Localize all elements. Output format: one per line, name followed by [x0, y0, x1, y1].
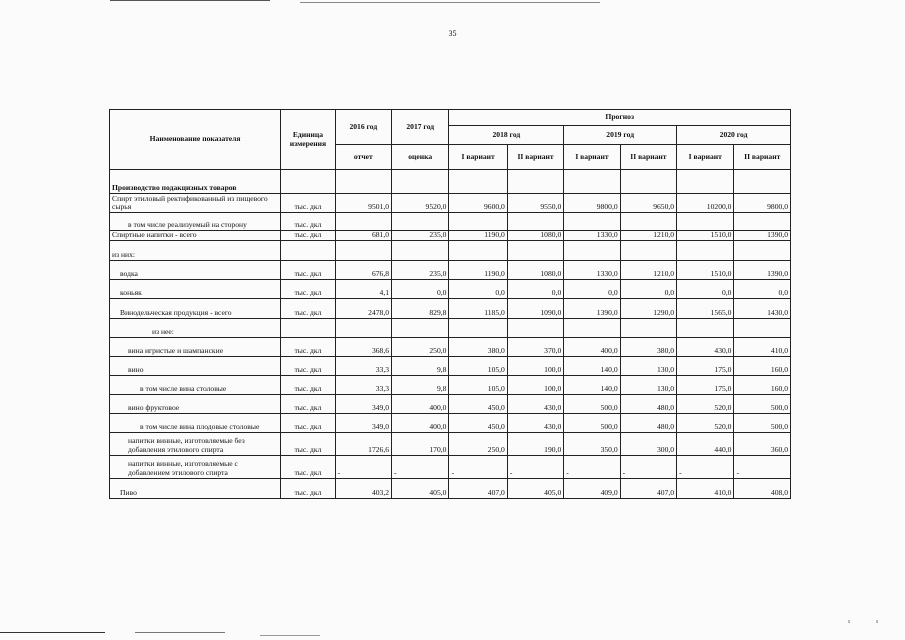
- row-label: в том числе вина столовые: [110, 375, 281, 394]
- row-value: [449, 318, 507, 337]
- row-unit: тыс. дкл: [281, 337, 335, 356]
- row-value: [677, 318, 734, 337]
- row-value: 500,0: [734, 413, 791, 432]
- forecast-table: [109, 109, 791, 499]
- table-row: [110, 356, 791, 375]
- row-label: Винодельческая продукция - всего: [110, 298, 281, 318]
- row-value: 9,8: [392, 356, 449, 375]
- row-value: 0,0: [564, 279, 620, 298]
- row-label: вино фруктовое: [110, 394, 281, 413]
- row-unit: тыс. дкл: [281, 298, 335, 318]
- row-value: -: [734, 455, 791, 478]
- row-value: 440,0: [677, 432, 734, 455]
- row-label: Спиртные напитки - всего: [110, 231, 281, 241]
- row-value: 430,0: [507, 413, 563, 432]
- row-label: из нее:: [110, 318, 281, 337]
- scan-mark: ¹: [876, 619, 879, 627]
- row-value: 1726,6: [335, 432, 391, 455]
- row-unit: тыс. дкл: [281, 413, 335, 432]
- row-value: 1510,0: [677, 231, 734, 241]
- table-row: [110, 194, 791, 213]
- row-unit: тыс. дкл: [281, 279, 335, 298]
- row-value: 1190,0: [449, 231, 507, 241]
- row-label: Спирт этиловый ректификованный из пищевого сырья: [110, 194, 281, 213]
- row-value: 105,0: [449, 356, 507, 375]
- table-row: [110, 413, 791, 432]
- scan-artifact-bottom-left: [0, 632, 105, 633]
- row-value: 349,0: [335, 413, 391, 432]
- row-value: 0,0: [392, 279, 449, 298]
- row-value: [677, 213, 734, 231]
- header-name: Наименование показателя: [110, 110, 281, 170]
- row-value: -: [620, 455, 676, 478]
- row-value: 350,0: [564, 432, 620, 455]
- row-value: 190,0: [507, 432, 563, 455]
- row-value: 410,0: [734, 337, 791, 356]
- row-value: -: [392, 455, 449, 478]
- row-value: [507, 240, 563, 260]
- row-label: из них:: [110, 240, 281, 260]
- subheader-report: отчет: [335, 145, 391, 170]
- row-label: Производство подакцизных товаров: [110, 170, 281, 194]
- row-value: [564, 240, 620, 260]
- subheader-estimate: оценка: [392, 145, 449, 170]
- row-value: [507, 170, 563, 194]
- header-2017: 2017 год: [392, 110, 449, 145]
- row-value: -: [449, 455, 507, 478]
- row-value: [564, 213, 620, 231]
- row-value: 400,0: [392, 413, 449, 432]
- row-value: [392, 240, 449, 260]
- row-value: 405,0: [392, 478, 449, 498]
- table-row: [110, 231, 791, 241]
- row-unit: [281, 170, 335, 194]
- table-row: [110, 337, 791, 356]
- row-label: напитки винные, изготовляемые с добавлением этилового спирта: [110, 455, 281, 478]
- row-value: 9800,0: [564, 194, 620, 213]
- table-row: [110, 394, 791, 413]
- row-value: 9550,0: [507, 194, 563, 213]
- row-value: [335, 170, 391, 194]
- row-value: 33,3: [335, 356, 391, 375]
- subheader-2020-v1: I вариант: [677, 145, 734, 170]
- row-value: 1190,0: [449, 260, 507, 279]
- row-value: 409,0: [564, 478, 620, 498]
- scan-mark: ¹: [848, 619, 851, 627]
- row-value: [335, 318, 391, 337]
- table-row: [110, 455, 791, 478]
- table-row: [110, 298, 791, 318]
- row-value: [677, 170, 734, 194]
- row-value: 370,0: [507, 337, 563, 356]
- table-row: [110, 318, 791, 337]
- row-value: 407,0: [620, 478, 676, 498]
- row-value: 9800,0: [734, 194, 791, 213]
- row-label: напитки винные, изготовляемые без добавления этилового спирта: [110, 432, 281, 455]
- row-value: 0,0: [677, 279, 734, 298]
- row-value: 100,0: [507, 375, 563, 394]
- row-value: 0,0: [507, 279, 563, 298]
- table-row: [110, 170, 791, 194]
- row-value: 175,0: [677, 356, 734, 375]
- row-unit: тыс. дкл: [281, 356, 335, 375]
- row-label: коньяк: [110, 279, 281, 298]
- row-value: 360,0: [734, 432, 791, 455]
- row-value: 9600,0: [449, 194, 507, 213]
- row-unit: [281, 240, 335, 260]
- row-value: 400,0: [564, 337, 620, 356]
- row-value: 1080,0: [507, 231, 563, 241]
- row-value: 250,0: [449, 432, 507, 455]
- row-unit: [281, 318, 335, 337]
- row-value: 1330,0: [564, 231, 620, 241]
- row-value: -: [335, 455, 391, 478]
- row-value: 300,0: [620, 432, 676, 455]
- row-unit: тыс. дкл: [281, 478, 335, 498]
- row-value: 520,0: [677, 413, 734, 432]
- row-value: -: [677, 455, 734, 478]
- row-value: 450,0: [449, 394, 507, 413]
- row-value: 4,1: [335, 279, 391, 298]
- row-value: 100,0: [507, 356, 563, 375]
- row-value: 1330,0: [564, 260, 620, 279]
- row-value: [507, 213, 563, 231]
- row-value: 33,3: [335, 375, 391, 394]
- table-row: [110, 375, 791, 394]
- row-value: [620, 318, 676, 337]
- row-value: 480,0: [620, 413, 676, 432]
- row-value: 250,0: [392, 337, 449, 356]
- row-value: [392, 318, 449, 337]
- subheader-2020-v2: II вариант: [734, 145, 791, 170]
- row-value: 368,6: [335, 337, 391, 356]
- row-value: 130,0: [620, 375, 676, 394]
- row-value: 235,0: [392, 260, 449, 279]
- row-value: 480,0: [620, 394, 676, 413]
- row-value: 410,0: [677, 478, 734, 498]
- row-value: 1210,0: [620, 260, 676, 279]
- row-value: [335, 213, 391, 231]
- row-value: [677, 240, 734, 260]
- row-value: [392, 213, 449, 231]
- row-unit: тыс. дкл: [281, 260, 335, 279]
- row-value: 1390,0: [564, 298, 620, 318]
- row-value: 1565,0: [677, 298, 734, 318]
- row-value: 1390,0: [734, 231, 791, 241]
- table-row: [110, 240, 791, 260]
- row-value: 430,0: [507, 394, 563, 413]
- row-value: 405,0: [507, 478, 563, 498]
- scan-artifact-top-left: [110, 0, 270, 1]
- row-value: 1090,0: [507, 298, 563, 318]
- row-value: [620, 213, 676, 231]
- row-value: 380,0: [620, 337, 676, 356]
- row-value: [449, 170, 507, 194]
- row-value: [620, 240, 676, 260]
- row-value: [734, 170, 791, 194]
- row-value: 403,2: [335, 478, 391, 498]
- row-value: 1510,0: [677, 260, 734, 279]
- row-value: 1210,0: [620, 231, 676, 241]
- row-value: 9501,0: [335, 194, 391, 213]
- header-2020: 2020 год: [677, 126, 791, 145]
- row-value: 2478,0: [335, 298, 391, 318]
- table-row: [110, 260, 791, 279]
- row-value: 500,0: [734, 394, 791, 413]
- row-value: 500,0: [564, 413, 620, 432]
- row-value: 175,0: [677, 375, 734, 394]
- page-number: 35: [448, 29, 457, 38]
- row-value: 235,0: [392, 231, 449, 241]
- subheader-2018-v1: I вариант: [449, 145, 507, 170]
- scan-artifact-bottom-mid: [135, 632, 225, 633]
- row-value: 500,0: [564, 394, 620, 413]
- table-body: [110, 170, 791, 499]
- row-unit: тыс. дкл: [281, 432, 335, 455]
- row-label: водка: [110, 260, 281, 279]
- row-value: 130,0: [620, 356, 676, 375]
- row-value: [564, 318, 620, 337]
- row-value: [564, 170, 620, 194]
- row-value: 9,8: [392, 375, 449, 394]
- subheader-2019-v2: II вариант: [620, 145, 676, 170]
- row-value: 829,8: [392, 298, 449, 318]
- table-row: [110, 432, 791, 455]
- row-unit: тыс. дкл: [281, 394, 335, 413]
- row-value: 0,0: [620, 279, 676, 298]
- row-value: [449, 213, 507, 231]
- row-value: 1185,0: [449, 298, 507, 318]
- row-value: [734, 318, 791, 337]
- row-value: 160,0: [734, 356, 791, 375]
- header-2019: 2019 год: [564, 126, 677, 145]
- table-row: [110, 478, 791, 498]
- row-unit: тыс. дкл: [281, 455, 335, 478]
- row-label: в том числе вина плодовые столовые: [110, 413, 281, 432]
- header-2016: 2016 год: [335, 110, 391, 145]
- table-row: [110, 213, 791, 231]
- row-value: 681,0: [335, 231, 391, 241]
- row-label: Пиво: [110, 478, 281, 498]
- row-unit: тыс. дкл: [281, 194, 335, 213]
- row-value: 380,0: [449, 337, 507, 356]
- row-value: 170,0: [392, 432, 449, 455]
- row-label: в том числе реализуемый на сторону: [110, 213, 281, 231]
- row-value: [392, 170, 449, 194]
- row-unit: тыс. дкл: [281, 213, 335, 231]
- row-label: вино: [110, 356, 281, 375]
- row-value: -: [507, 455, 563, 478]
- row-label: вина игристые и шампанские: [110, 337, 281, 356]
- row-value: 1290,0: [620, 298, 676, 318]
- row-value: [734, 213, 791, 231]
- row-value: 9650,0: [620, 194, 676, 213]
- header-unit: Единица измерения: [281, 110, 335, 170]
- row-value: [335, 240, 391, 260]
- row-value: 10200,0: [677, 194, 734, 213]
- row-value: [734, 240, 791, 260]
- row-value: 407,0: [449, 478, 507, 498]
- row-value: 676,8: [335, 260, 391, 279]
- row-value: 520,0: [677, 394, 734, 413]
- row-value: 1430,0: [734, 298, 791, 318]
- table-row: [110, 279, 791, 298]
- row-unit: тыс. дкл: [281, 375, 335, 394]
- row-value: 9520,0: [392, 194, 449, 213]
- scan-artifact-top-right: [300, 2, 600, 3]
- scan-artifact-bottom-right: [260, 635, 320, 636]
- row-value: 430,0: [677, 337, 734, 356]
- subheader-2018-v2: II вариант: [507, 145, 563, 170]
- row-value: [507, 318, 563, 337]
- row-value: 140,0: [564, 356, 620, 375]
- row-value: -: [564, 455, 620, 478]
- row-value: 160,0: [734, 375, 791, 394]
- header-2018: 2018 год: [449, 126, 564, 145]
- row-value: 349,0: [335, 394, 391, 413]
- row-value: 1080,0: [507, 260, 563, 279]
- row-value: 0,0: [449, 279, 507, 298]
- row-value: 140,0: [564, 375, 620, 394]
- subheader-2019-v1: I вариант: [564, 145, 620, 170]
- row-value: 408,0: [734, 478, 791, 498]
- row-value: 400,0: [392, 394, 449, 413]
- row-value: [620, 170, 676, 194]
- row-value: 450,0: [449, 413, 507, 432]
- row-value: 1390,0: [734, 260, 791, 279]
- header-forecast: Прогноз: [449, 110, 791, 126]
- row-value: 0,0: [734, 279, 791, 298]
- row-unit: тыс. дкл: [281, 231, 335, 241]
- row-value: [449, 240, 507, 260]
- row-value: 105,0: [449, 375, 507, 394]
